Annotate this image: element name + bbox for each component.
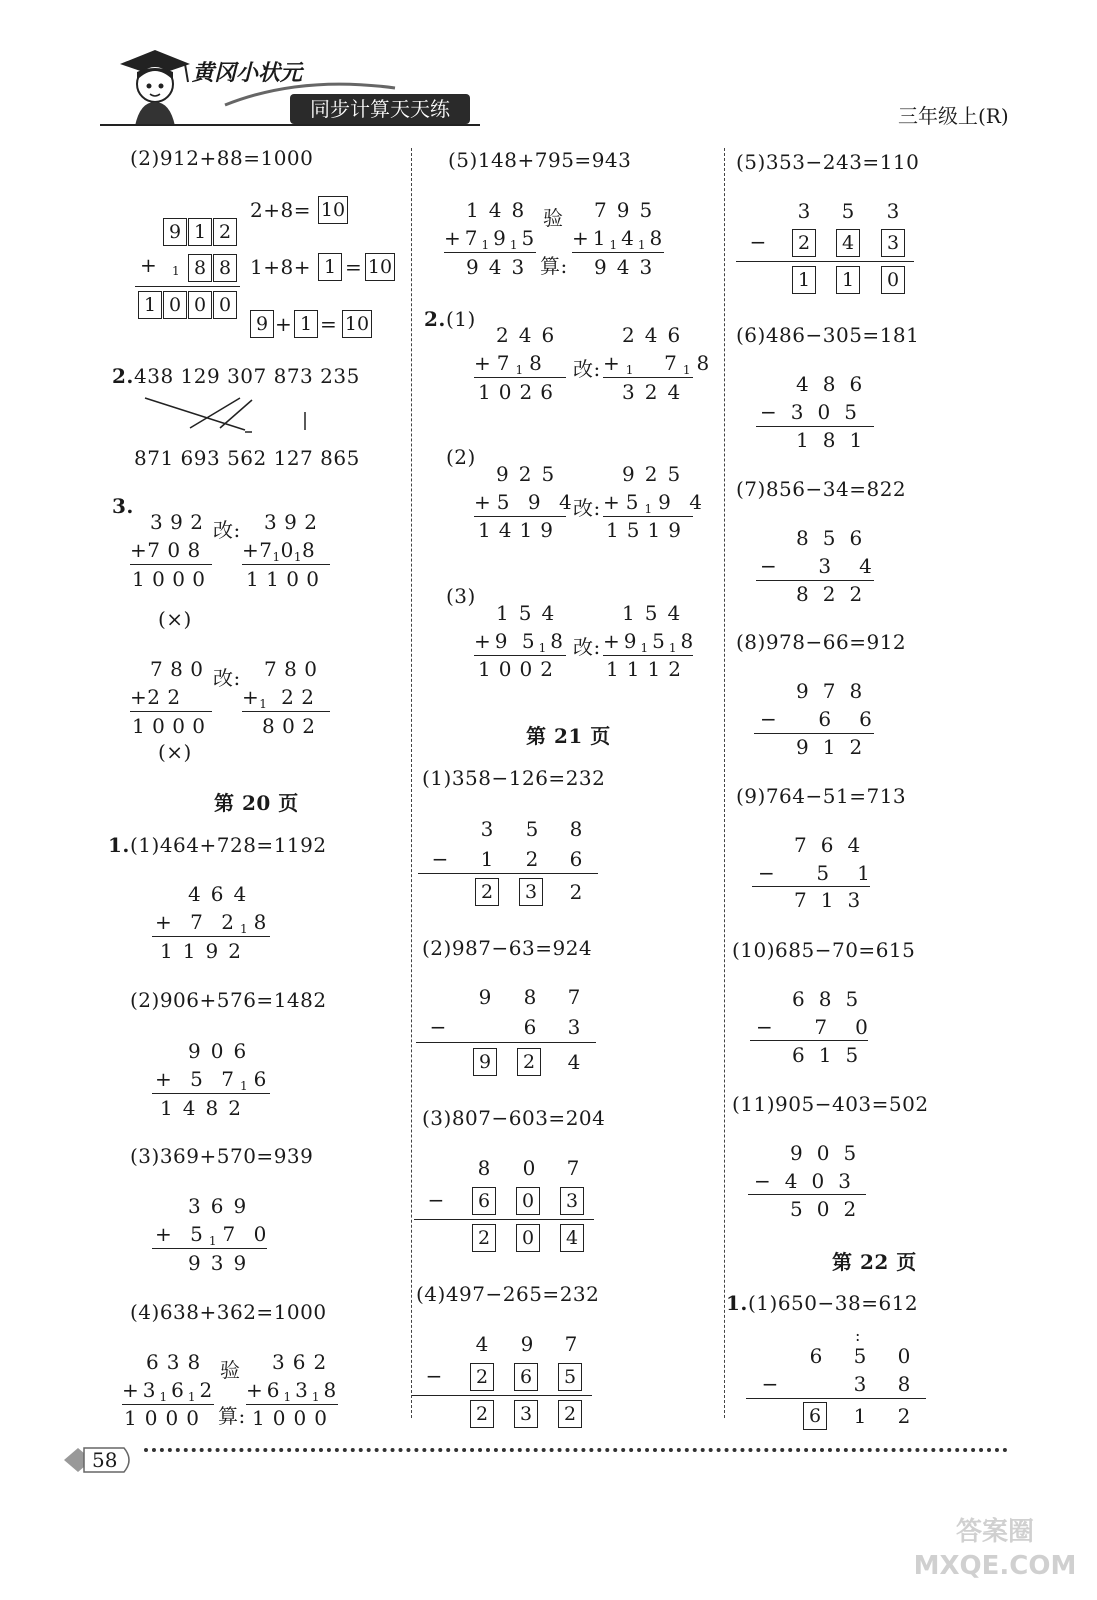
difference-line — [756, 426, 874, 427]
answer-box: 1 — [138, 291, 162, 319]
difference-line — [416, 1042, 596, 1043]
vertical-calc: 1002 — [478, 657, 561, 681]
sum-line — [603, 655, 693, 656]
sum-line — [474, 516, 566, 517]
problem-title: (3)807−603=204 — [422, 1106, 606, 1130]
problem-title: (2)987−63=924 — [422, 936, 593, 960]
digit: 3 — [567, 1015, 581, 1039]
minus-sign: − — [431, 847, 449, 871]
digit: 3 — [797, 199, 811, 223]
gai-label: 改: — [573, 357, 601, 381]
minus-sign: − — [429, 1015, 447, 1039]
suan-label: 算: — [540, 254, 568, 278]
minus-sign: − — [761, 1372, 779, 1396]
wrong-mark: (×) — [158, 607, 192, 631]
vertical-calc: 1112 — [606, 657, 689, 681]
digit: 2 — [569, 880, 583, 904]
sum-line — [572, 252, 664, 253]
subtitle-text: 同步计算天天练 — [310, 97, 450, 121]
difference-line — [414, 1219, 594, 1220]
vertical-calc: 795 — [594, 198, 663, 222]
vertical-calc: 362 — [272, 1350, 335, 1374]
answer-box: 1 — [188, 218, 212, 246]
digit: 3 — [480, 817, 494, 841]
vertical-calc: $+9_15_18$ — [603, 629, 698, 655]
question-number: 1. — [108, 833, 130, 857]
answer-box: 0 — [516, 1224, 540, 1252]
column-divider-1 — [411, 148, 412, 1418]
equals-sign: = — [345, 255, 363, 279]
matching-lines — [130, 390, 390, 440]
vertical-calc: 8 0 2 — [262, 714, 316, 738]
carry-digit: 1 — [172, 264, 181, 278]
minus-sign: − — [425, 1364, 443, 1388]
answer-box: 0 — [213, 291, 237, 319]
vertical-calc: 464 — [188, 882, 257, 906]
problem-title: (5)148+795=943 — [448, 148, 632, 172]
digit: 0 — [522, 1156, 536, 1180]
difference-line — [750, 1040, 868, 1041]
digit: 5 — [841, 199, 855, 223]
vertical-calc: 912 — [796, 735, 877, 759]
question-number: 2. — [424, 307, 446, 331]
digit: 9 — [478, 985, 492, 1009]
problem-title: (4)638+362=1000 — [130, 1300, 327, 1324]
vertical-calc: $+5_19$ 4 — [603, 490, 708, 516]
answer-box: 2 — [472, 1224, 496, 1252]
answer-box: 3 — [514, 1400, 538, 1428]
borrow-dot: : — [855, 1326, 861, 1345]
vertical-calc: $+7_19_15$ — [444, 226, 539, 252]
digit: 0 — [897, 1344, 911, 1368]
vertical-calc: 7 8 0 — [264, 657, 318, 681]
wrong-mark: (×) — [158, 740, 192, 764]
vertical-calc: +2 2 — [130, 685, 181, 709]
digit: 7 — [566, 1156, 580, 1180]
difference-line — [748, 1194, 866, 1195]
matching-bottom-row: 871 693 562 127 865 — [134, 446, 360, 470]
vertical-calc: 502 — [790, 1197, 871, 1221]
digit: 8 — [477, 1156, 491, 1180]
vertical-calc: 369 — [188, 1194, 257, 1218]
digit: 4 — [475, 1332, 489, 1356]
vertical-calc: 1000 — [252, 1406, 335, 1430]
plus-sign: + — [140, 253, 158, 277]
minus-sign: − — [427, 1188, 445, 1212]
sum-line — [444, 252, 536, 253]
sum-line — [122, 1404, 214, 1405]
gai-label: 改: — [573, 496, 601, 520]
digit: 7 — [567, 985, 581, 1009]
problem-title: (9)764−51=713 — [736, 784, 907, 808]
digit: 2 — [525, 847, 539, 871]
vertical-calc: + 7 $2_18$ — [155, 910, 273, 936]
vertical-calc: $+7_18$ — [474, 351, 548, 377]
subquestion-label: (2) — [446, 445, 476, 469]
digit: 7 — [564, 1332, 578, 1356]
answer-box: 0 — [881, 266, 905, 294]
problem-title: (10)685−70=615 — [732, 938, 916, 962]
problem-title: (3)369+570=939 — [130, 1144, 314, 1168]
sum-line — [135, 286, 240, 287]
vertical-calc: $+3_16_12$ — [122, 1378, 217, 1404]
page-heading: 第 22 页 — [832, 1250, 917, 1274]
problem-title: (1)464+728=1192 — [130, 833, 327, 857]
vertical-calc: 1519 — [606, 518, 689, 542]
answer-box: 2 — [558, 1400, 582, 1428]
brand-title: 黄冈小状元 — [192, 61, 303, 86]
problem-title: (1)358−126=232 — [422, 766, 606, 790]
vertical-calc: 181 — [796, 428, 877, 452]
page-heading: 第 21 页 — [526, 724, 611, 748]
answer-box: 10 — [318, 196, 348, 224]
answer-box: 2 — [470, 1400, 494, 1428]
vertical-calc: 1 0 0 0 — [132, 567, 206, 591]
vertical-calc: +9 $5_18$ — [474, 629, 567, 655]
vertical-calc: 1 1 0 0 — [246, 567, 320, 591]
difference-line — [746, 1398, 926, 1399]
problem-title: (2)906+576=1482 — [130, 988, 327, 1012]
step-equation: 2+8= — [250, 198, 311, 222]
question-number: 2. — [112, 364, 134, 388]
answer-box: 9 — [163, 218, 187, 246]
problem-title: (8)978−66=912 — [736, 630, 907, 654]
digit: 6 — [809, 1344, 823, 1368]
answer-box: 0 — [516, 1187, 540, 1215]
sum-line — [603, 516, 693, 517]
digit: 1 — [853, 1404, 867, 1428]
vertical-calc: 925 — [496, 462, 565, 486]
digit: 8 — [569, 817, 583, 841]
answer-box: 2 — [470, 1363, 494, 1391]
sum-line — [246, 1404, 338, 1405]
answer-box: 2 — [517, 1048, 541, 1076]
answer-box: 6 — [472, 1187, 496, 1215]
vertical-calc: 638 — [146, 1350, 209, 1374]
vertical-calc: $+7_10_18$ — [242, 538, 316, 564]
vertical-calc: 148 — [466, 198, 535, 222]
column-divider-2 — [724, 148, 725, 1418]
difference-line — [754, 733, 874, 734]
vertical-calc: + 5 $7_16$ — [155, 1067, 273, 1093]
vertical-calc: 246 — [622, 323, 691, 347]
answer-box: 1 — [294, 310, 318, 338]
vertical-calc: 1192 — [160, 939, 251, 963]
vertical-calc: 856 — [796, 526, 877, 550]
vertical-calc: 3 9 2 — [264, 510, 318, 534]
answer-box: 9 — [473, 1048, 497, 1076]
equals-sign: = — [320, 312, 338, 336]
difference-line — [412, 1395, 592, 1396]
vertical-calc: 246 — [496, 323, 565, 347]
digit: 4 — [567, 1050, 581, 1074]
yan-label: 验 — [220, 1358, 241, 1382]
sum-line — [474, 655, 566, 656]
page-number: 58 — [92, 1448, 118, 1472]
vertical-calc: +5 9 4 — [474, 490, 578, 514]
answer-box: 3 — [560, 1187, 584, 1215]
header — [100, 42, 1030, 132]
footer-dotted-rule — [144, 1448, 1008, 1452]
sum-line — [152, 1093, 270, 1094]
yan-label: 验 — [543, 206, 564, 230]
vertical-calc: 154 — [496, 601, 565, 625]
sum-line — [242, 711, 330, 712]
answer-box: 0 — [163, 291, 187, 319]
problem-title: (1)650−38=612 — [748, 1291, 919, 1315]
answer-box: 5 — [558, 1363, 582, 1391]
vertical-calc: − 3 4 — [760, 554, 873, 578]
answer-box: 10 — [365, 253, 395, 281]
gai-label: 改: — [573, 635, 601, 659]
vertical-calc: $+_1$ $7_18$ — [603, 351, 716, 377]
sum-line — [152, 936, 270, 937]
gai-label: 改: — [213, 518, 241, 542]
vertical-calc: 943 — [594, 255, 663, 279]
vertical-calc: 3 9 2 — [150, 510, 204, 534]
subquestion-label: (1) — [446, 307, 476, 331]
vertical-calc: 615 — [792, 1043, 873, 1067]
problem-title: (7)856−34=822 — [736, 477, 907, 501]
answer-box: 3 — [519, 878, 543, 906]
vertical-calc: − 6 6 — [760, 707, 873, 731]
digit: 9 — [520, 1332, 534, 1356]
vertical-calc: +7 0 8 — [130, 538, 201, 562]
vertical-calc: 1482 — [160, 1096, 251, 1120]
vertical-calc: 939 — [188, 1251, 257, 1275]
vertical-calc: 1 0 0 0 — [132, 714, 206, 738]
digit: 6 — [523, 1015, 537, 1039]
sum-line — [130, 711, 212, 712]
answer-box: 1 — [318, 253, 342, 281]
watermark: 答案圈 MXQE.COM — [913, 1517, 1077, 1581]
sum-line — [474, 377, 566, 378]
vertical-calc: 943 — [466, 255, 535, 279]
digit: 8 — [523, 985, 537, 1009]
question-number: 1. — [726, 1291, 748, 1315]
problem-title: (2)912+88=1000 — [130, 146, 314, 170]
answer-box: 3 — [881, 229, 905, 257]
grade-label: 三年级上(R) — [898, 104, 1009, 128]
vertical-calc: 154 — [622, 601, 691, 625]
problem-title: (11)905−403=502 — [732, 1092, 929, 1116]
digit: 3 — [853, 1372, 867, 1396]
digit: 5 — [525, 817, 539, 841]
difference-line — [418, 873, 598, 874]
vertical-calc: 324 — [622, 380, 691, 404]
digit: 2 — [897, 1404, 911, 1428]
vertical-calc: 1026 — [478, 380, 561, 404]
vertical-calc: 822 — [796, 582, 877, 606]
answer-box: 1 — [792, 266, 816, 294]
vertical-calc: 764 — [794, 833, 875, 857]
vertical-calc: −305 — [760, 400, 871, 424]
answer-box: 8 — [213, 254, 237, 282]
page-heading: 第 20 页 — [214, 791, 299, 815]
difference-line — [736, 261, 914, 262]
suan-label: 算: — [218, 1404, 246, 1428]
vertical-calc: $+1_14_18$ — [572, 226, 667, 252]
vertical-calc: 486 — [796, 372, 877, 396]
answer-box: 4 — [560, 1224, 584, 1252]
vertical-calc: − 5 1 — [758, 861, 871, 885]
vertical-calc: −403 — [754, 1169, 865, 1193]
subtitle-banner — [290, 94, 470, 124]
answer-box: 0 — [188, 291, 212, 319]
answer-box: 1 — [836, 266, 860, 294]
vertical-calc: + $5_17$ 0 — [155, 1222, 273, 1248]
minus-sign: − — [749, 230, 767, 254]
mascot-icon — [110, 42, 200, 127]
vertical-calc: $+_1$ 2 2 — [242, 685, 315, 711]
answer-box: 10 — [342, 310, 372, 338]
vertical-calc: 978 — [796, 679, 877, 703]
answer-box: 2 — [792, 229, 816, 257]
digit: 6 — [569, 847, 583, 871]
vertical-calc: 685 — [792, 987, 873, 1011]
step-equation: 1+8+ — [250, 255, 311, 279]
subquestion-label: (3) — [446, 584, 476, 608]
difference-line — [756, 580, 874, 581]
digit: 8 — [897, 1372, 911, 1396]
sum-line — [152, 1248, 267, 1249]
sum-line — [130, 564, 212, 565]
answer-box: 8 — [188, 254, 212, 282]
vertical-calc: $+6_13_18$ — [246, 1378, 341, 1404]
difference-line — [752, 886, 870, 887]
problem-title: (6)486−305=181 — [736, 323, 920, 347]
answer-box: 9 — [250, 310, 274, 338]
vertical-calc: − 7 0 — [756, 1015, 869, 1039]
digit: 5 — [853, 1344, 867, 1368]
vertical-calc: 906 — [188, 1039, 257, 1063]
vertical-calc: 1419 — [478, 518, 561, 542]
digit: 1 — [480, 847, 494, 871]
problem-title: (5)353−243=110 — [736, 150, 920, 174]
vertical-calc: 905 — [790, 1141, 871, 1165]
sum-line — [603, 377, 693, 378]
matching-top-row: 438 129 307 873 235 — [134, 364, 360, 388]
answer-box: 2 — [475, 878, 499, 906]
digit: 3 — [886, 199, 900, 223]
answer-box: 2 — [213, 218, 237, 246]
vertical-calc: 925 — [622, 462, 691, 486]
answer-box: 6 — [803, 1402, 827, 1430]
answer-box: 6 — [514, 1363, 538, 1391]
header-underline — [100, 124, 480, 126]
plus-sign: + — [275, 312, 293, 336]
vertical-calc: 713 — [794, 888, 875, 912]
question-number: 3. — [112, 494, 134, 518]
vertical-calc: 1000 — [124, 1406, 207, 1430]
answer-box: 4 — [836, 229, 860, 257]
vertical-calc: 7 8 0 — [150, 657, 204, 681]
problem-title: (4)497−265=232 — [416, 1282, 600, 1306]
sum-line — [242, 564, 330, 565]
gai-label: 改: — [213, 666, 241, 690]
